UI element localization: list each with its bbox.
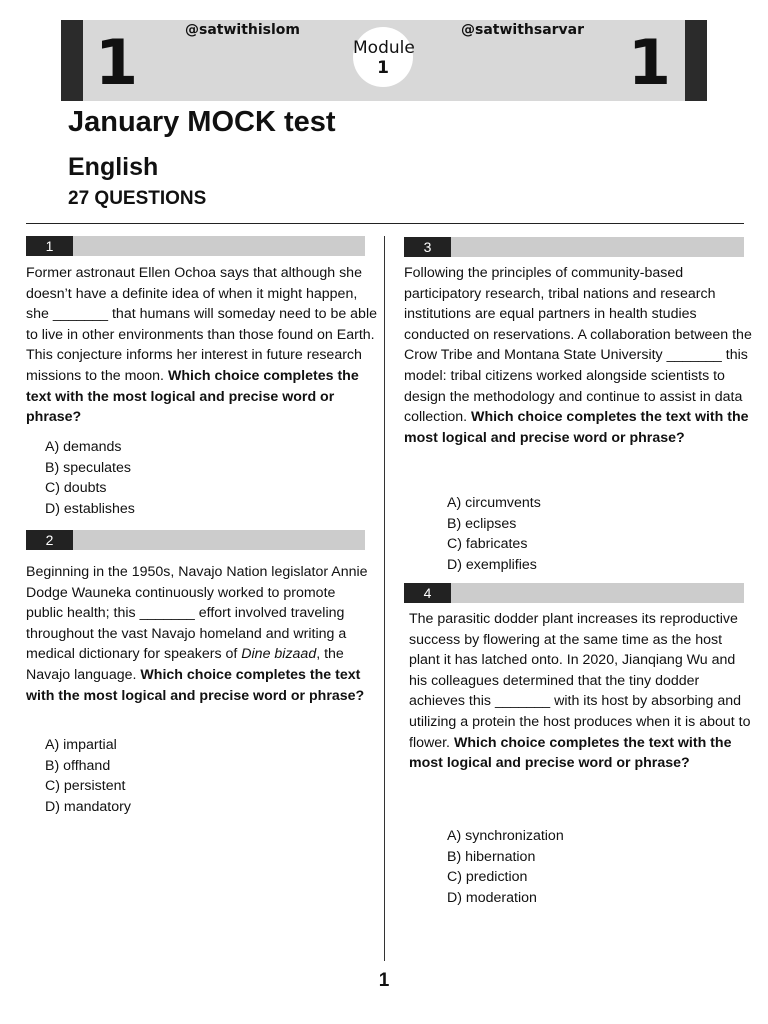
module-badge [353,27,413,87]
left-module-number: 1 [95,26,139,99]
question-4-choices [447,826,564,908]
subject-heading: English [68,153,159,181]
header-banner [61,20,707,101]
choice-b[interactable]: B) speculates [45,459,131,476]
question-3-passage: Following the principles of community-based participatory research, tribal nations and research institutions are equal partners in health studies conducted on reservations. A collaboration between the Crow Tribe and Montana State University _______ this model: tribal citizens worked alongside scientists to design the methodology and continue to assist in data collection. [404,265,752,426]
question-1-passage: Former astronaut Ellen Ochoa says that although she doesn’t have a definite idea of when it might happen, she _______ that humans will someday need to be able to live in other environments than those found on Earth. This conjecture informs her interest in future research missions to the moon. [26,265,377,384]
choice-a[interactable]: A) demands [45,439,122,455]
right-dark-bar [685,20,707,101]
choice-a[interactable]: A) impartial [45,737,117,753]
question-2-prompt: Which choice completes the text with the most logical and precise word or phrase? [26,666,365,704]
module-badge-number: 1 [377,58,389,78]
question-1-number: 1 [26,236,73,256]
page-number: 1 [378,970,390,991]
question-4-prompt: Which choice completes the text with the most logical and precise word or phrase? [409,734,732,772]
left-dark-bar [61,20,83,101]
choice-c[interactable]: C) prediction [447,869,528,885]
choice-b[interactable]: B) eclipses [447,515,517,532]
question-2-passage-italic: Dine bizaad [241,646,317,663]
column-divider [384,236,385,961]
choice-a[interactable]: A) circumvents [447,495,541,511]
question-2-choices [45,735,131,817]
question-3-number: 3 [404,237,451,257]
question-3-text-block [404,263,754,448]
question-1-choices [45,437,135,519]
choice-b[interactable]: B) offhand [45,757,111,774]
question-4-number: 4 [404,583,451,603]
question-2-passage: Beginning in the 1950s, Navajo Nation legislator Annie Dodge Wauneka continuously worked to promote public health; this _______ effort involved traveling throughout the vast Navajo homeland and writing a medical dictionary for speakers of [26,564,368,663]
question-2-passage-end: , the Navajo language. [26,646,344,683]
choice-c[interactable]: C) doubts [45,480,107,496]
choice-d[interactable]: D) exemplifies [447,556,537,573]
module-label: Module [353,38,415,58]
left-handle: @satwithislom [185,22,301,38]
question-2-text-block [26,562,372,706]
question-count: 27 QUESTIONS [68,188,207,209]
question-2-number: 2 [26,530,73,550]
choice-b[interactable]: B) hibernation [447,848,536,865]
right-module-number: 1 [627,26,671,99]
choice-a[interactable]: A) synchronization [447,828,564,844]
header-divider [26,223,744,224]
question-1-text-block [26,263,380,428]
choice-d[interactable]: D) mandatory [45,798,131,815]
question-3-bar [404,237,744,257]
question-3-prompt: Which choice completes the text with the most logical and precise word or phrase? [404,409,749,446]
right-handle: @satwithsarvar [461,22,585,38]
choice-c[interactable]: C) persistent [45,778,126,794]
choice-d[interactable]: D) establishes [45,500,135,517]
question-1-bar [26,236,365,256]
choice-c[interactable]: C) fabricates [447,536,528,552]
question-4-bar [404,583,744,603]
question-1-prompt: Which choice completes the text with the most logical and precise word or phrase? [26,367,359,426]
question-4-text-block [409,609,755,774]
question-3-choices [447,493,541,575]
choice-d[interactable]: D) moderation [447,889,537,906]
question-2-bar [26,530,365,550]
question-4-passage: The parasitic dodder plant increases its reproductive success by flowering at the same time as the host plant it has latched onto. In 2020, Jianqiang Wu and his colleagues determined that the tiny dodder achieves this _______ with its host by absorbing and utilizing a protein the host produces when it is about to flower. [409,611,751,751]
test-title: January MOCK test [68,106,336,138]
